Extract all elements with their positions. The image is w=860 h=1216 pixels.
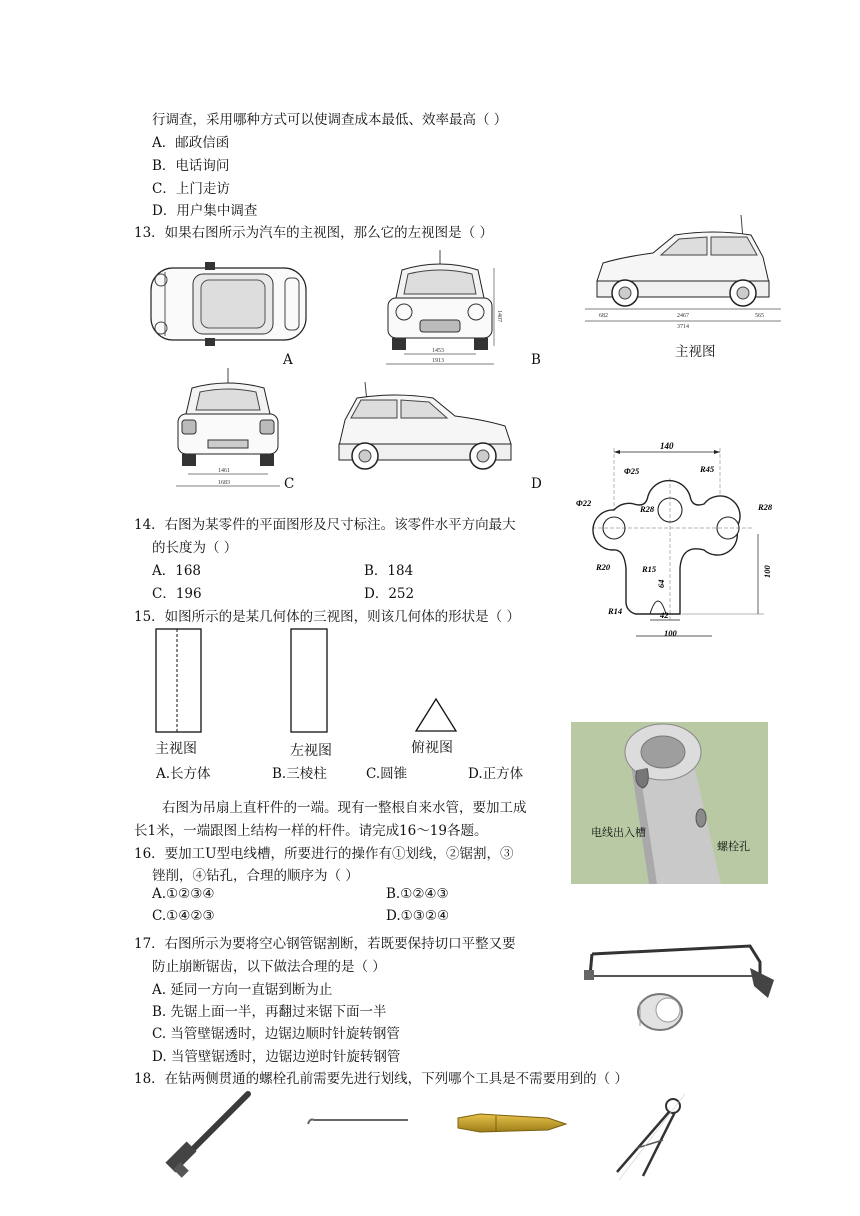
- dim-front-overhang: 682: [599, 313, 608, 319]
- dim-r28-center: R28: [640, 504, 655, 514]
- q17-option-b: B. 先锯上面一半，再翻过来锯下面一半: [152, 1004, 387, 1020]
- q12-option-a: A．邮政信函: [152, 135, 230, 151]
- q14-stem-line2: 的长度为（ ）: [152, 540, 238, 556]
- dim-rear-overhang: 565: [755, 313, 764, 319]
- dim-height: 1407: [496, 310, 502, 322]
- top-view-triangle: [414, 697, 458, 733]
- car-rear-view-figure: [168, 366, 288, 492]
- q17-option-a: A. 延同一方向一直锯到断为止: [152, 982, 333, 998]
- dim-64: 64: [656, 579, 666, 588]
- q16-option-c: C.①④②③: [152, 908, 215, 924]
- front-view-label: 主视图: [155, 741, 197, 757]
- front-view-rectangle: [155, 628, 203, 734]
- q13-stem: 13．如果右图所示为汽车的主视图，那么它的左视图是（ ）: [134, 225, 493, 241]
- dim-r20: R20: [596, 562, 611, 572]
- q17-stem-line1: 17．右图所示为要将空心钢管锯割断，若既要保持切口平整又要: [134, 936, 516, 952]
- q14-option-c: C．196: [152, 586, 202, 602]
- side-view-label: 左视图: [290, 743, 332, 759]
- dim-phi25: Φ25: [624, 466, 640, 476]
- q16-stem-line1: 16．要加工U型电线槽，所要进行的操作有①划线，②锯割，③: [134, 846, 514, 862]
- dim-phi22: Φ22: [576, 498, 592, 508]
- dim-r15: R15: [642, 564, 657, 574]
- dim-wheelbase: 2467: [677, 313, 689, 319]
- q13-label-a: A: [283, 352, 293, 368]
- passage-line2: 长1米，一端跟图上结构一样的杆件。请完成16～19各题。: [134, 823, 488, 839]
- dim-width: 1913: [432, 358, 444, 364]
- q12-option-d: D．用户集中调查: [152, 203, 258, 219]
- q13-label-d: D: [531, 476, 542, 492]
- q13-label-b: B: [531, 352, 541, 368]
- q15-option-d: D.正方体: [468, 766, 524, 782]
- dim-42: 42: [660, 610, 669, 620]
- dim-track: 1453: [432, 348, 444, 354]
- divider-compass-icon: [603, 1090, 699, 1182]
- q16-option-b: B.①②④③: [386, 886, 449, 902]
- q17-option-d: D. 当管壁锯透时，边锯边逆时针旋转钢管: [152, 1049, 401, 1065]
- q12-stem-tail: 行调查，采用哪种方式可以使调查成本最低、效率最高（ ）: [152, 112, 508, 128]
- q12-option-c: C．上门走访: [152, 181, 230, 197]
- hacksaw-figure: [578, 940, 778, 1032]
- bolt-hole-label: 螺栓孔: [717, 841, 750, 853]
- dim-rear-width: 1683: [218, 480, 230, 486]
- dim-rear-track: 1461: [218, 468, 230, 474]
- top-view-label: 俯视图: [411, 740, 453, 756]
- dim-r28-right: R28: [758, 502, 773, 512]
- car-side-view-figure: [325, 380, 525, 478]
- q16-option-a: A.①②③④: [152, 886, 215, 902]
- q16-option-d: D.①③②④: [386, 908, 450, 924]
- dim-140: 140: [660, 441, 674, 451]
- q15-option-c: C.圆锥: [366, 766, 408, 782]
- pipe-end-figure: [571, 722, 768, 884]
- q16-stem-line2: 锉削，④钻孔，合理的顺序为（ ）: [152, 868, 359, 884]
- dim-100-vertical: 100: [762, 565, 772, 578]
- part-drawing-figure: [572, 438, 787, 643]
- q14-stem-line1: 14．右图为某零件的平面图形及尺寸标注。该零件水平方向最大: [134, 517, 516, 533]
- car-top-view-figure: [145, 262, 315, 346]
- hammer-icon: [160, 1088, 260, 1180]
- q18-stem: 18．在钻两侧贯通的螺栓孔前需要先进行划线，下列哪个工具是不需要用到的（ ）: [134, 1071, 628, 1087]
- side-view-rectangle: [290, 628, 330, 734]
- q13-main-view-caption: 主视图: [675, 344, 716, 360]
- car-main-view-figure: [583, 213, 783, 331]
- q12-option-b: B．电话询问: [152, 158, 230, 174]
- q15-stem: 15．如图所示的是某几何体的三视图，则该几何体的形状是（ ）: [134, 609, 520, 625]
- dim-r14: R14: [608, 606, 623, 616]
- dim-100-horizontal: 100: [664, 628, 677, 638]
- q13-label-c: C: [284, 476, 295, 492]
- car-front-view-figure: [380, 248, 500, 373]
- slot-label: 电线出入槽: [591, 827, 646, 839]
- q14-option-b: B．184: [364, 563, 414, 579]
- passage-line1: 右图为吊扇上直杆件的一端。现有一整根自来水管，要加工成: [162, 800, 527, 816]
- q14-option-a: A．168: [152, 563, 202, 579]
- q17-stem-line2: 防止崩断锯齿，以下做法合理的是（ ）: [152, 959, 386, 975]
- center-punch-icon: [456, 1102, 568, 1142]
- scriber-icon: [306, 1112, 410, 1132]
- q14-option-d: D．252: [364, 586, 415, 602]
- q15-option-b: B.三棱柱: [272, 766, 327, 782]
- dim-length: 3714: [677, 324, 689, 330]
- q17-option-c: C. 当管壁锯透时，边锯边顺时针旋转钢管: [152, 1026, 400, 1042]
- q15-option-a: A.长方体: [156, 766, 211, 782]
- dim-r45: R45: [700, 464, 715, 474]
